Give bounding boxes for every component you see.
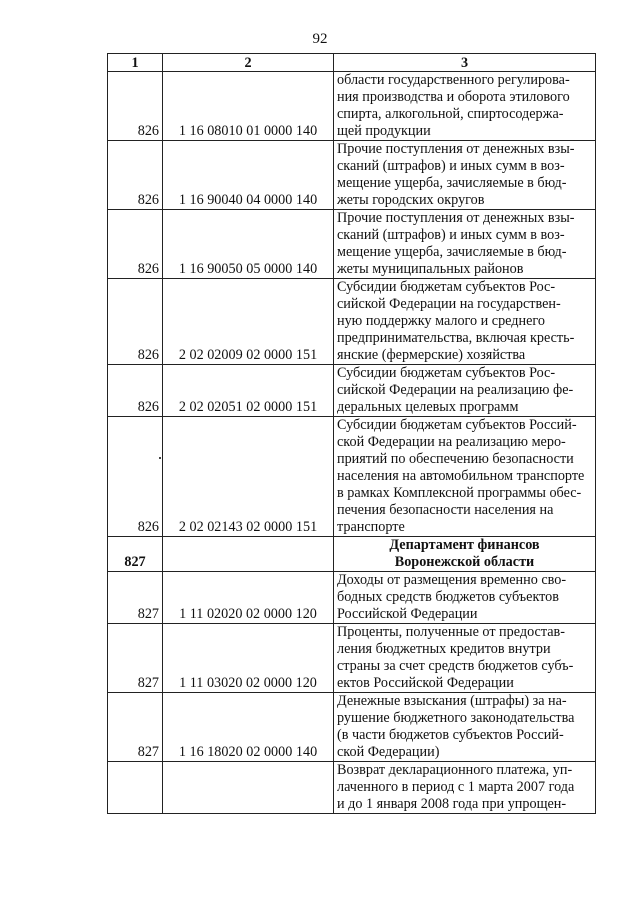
description-line: печения безопасности населения на [337, 502, 554, 518]
budget-code-cell: 1 16 08010 01 0000 140 [163, 72, 334, 141]
admin-code-cell: 827 [108, 693, 163, 762]
description-line: сийской Федерации на государствен- [337, 296, 561, 312]
description-line: сканий (штрафов) и иных сумм в воз- [337, 158, 565, 174]
page-number: 92 [312, 31, 328, 47]
description-line: ния производства и оборота этилового [337, 89, 570, 105]
description-line: деральных целевых программ [337, 399, 519, 415]
description-line: мещение ущерба, зачисляемые в бюд- [337, 244, 567, 260]
description-line: мещение ущерба, зачисляемые в бюд- [337, 175, 567, 191]
description-line: щей продукции [337, 123, 431, 139]
description-line: жеты муниципальных районов [337, 261, 524, 277]
column-header-2: 2 [163, 54, 334, 72]
description-line: лаченного в период с 1 марта 2007 года [337, 779, 575, 795]
column-header-1: 1 [108, 54, 163, 72]
budget-code-cell: 1 16 90040 04 0000 140 [163, 141, 334, 210]
description-cell [334, 210, 596, 279]
description-line: Воронежской области [394, 554, 535, 570]
description-line: ектов Российской Федерации [337, 675, 514, 691]
description-cell [334, 537, 596, 572]
description-cell [334, 279, 596, 365]
description-line: ской Федерации на реализацию меро- [337, 434, 566, 450]
description-cell [334, 693, 596, 762]
description-line: Субсидии бюджетам субъектов Россий- [337, 417, 577, 433]
description-cell [334, 141, 596, 210]
description-line: страны за счет средств бюджетов субъ- [337, 658, 574, 674]
description-line: в рамках Комплексной программы обес- [337, 485, 582, 501]
budget-code-cell: 1 11 03020 02 0000 120 [163, 624, 334, 693]
description-line: Российской Федерации [337, 606, 478, 622]
budget-code-cell: 1 16 90050 05 0000 140 [163, 210, 334, 279]
table-row [108, 279, 596, 365]
admin-code-cell: 826 [108, 141, 163, 210]
description-line: жеты городских округов [337, 192, 485, 208]
budget-code-cell: 2 02 02009 02 0000 151 [163, 279, 334, 365]
admin-code-cell: 826 [108, 72, 163, 141]
table-row [108, 762, 596, 814]
table-row [108, 693, 596, 762]
description-line: Денежные взыскания (штрафы) за на- [337, 693, 567, 709]
description-line: сканий (штрафов) и иных сумм в воз- [337, 227, 565, 243]
admin-code-cell: 826 [108, 417, 163, 537]
admin-code-cell [108, 762, 163, 814]
admin-code-cell: 827 [108, 572, 163, 624]
table-header-row [108, 54, 596, 72]
admin-code-cell: 827 [108, 624, 163, 693]
table-body [108, 72, 596, 814]
budget-code-cell: 2 02 02051 02 0000 151 [163, 365, 334, 417]
table-row [108, 365, 596, 417]
description-line: Департамент финансов [389, 537, 540, 553]
table-row [108, 141, 596, 210]
description-line: области государственного регулирова- [337, 72, 570, 88]
description-line: Доходы от размещения временно сво- [337, 572, 567, 588]
table-row [108, 572, 596, 624]
budget-code-cell [163, 537, 334, 572]
table-row [108, 624, 596, 693]
column-header-3: 3 [334, 54, 596, 72]
description-cell [334, 572, 596, 624]
description-line: приятий по обеспечению безопасности [337, 451, 574, 467]
description-line: (в части бюджетов субъектов Россий- [337, 727, 564, 743]
description-line: спирта, алкогольной, спиртосодержа- [337, 106, 564, 122]
description-line: Проценты, полученные от предостав- [337, 624, 565, 640]
description-line: Прочие поступления от денежных взы- [337, 210, 575, 226]
budget-classification-table [107, 53, 596, 814]
budget-code-cell: 1 16 18020 02 0000 140 [163, 693, 334, 762]
table-row [108, 417, 596, 537]
description-line: и до 1 января 2008 года при упрощен- [337, 796, 567, 812]
budget-code-cell [163, 762, 334, 814]
description-line: ную поддержку малого и среднего [337, 313, 545, 329]
description-line: Возврат декларационного платежа, уп- [337, 762, 573, 778]
description-line: сийской Федерации на реализацию фе- [337, 382, 574, 398]
description-line: янские (фермерские) хозяйства [337, 347, 526, 363]
department-row [108, 537, 596, 572]
description-line: Субсидии бюджетам субъектов Рос- [337, 365, 556, 381]
description-line: рушение бюджетного законодательства [337, 710, 575, 726]
admin-code-cell: 826 [108, 365, 163, 417]
description-cell [334, 72, 596, 141]
description-line: бодных средств бюджетов субъектов [337, 589, 559, 605]
table-row [108, 210, 596, 279]
description-line: ления бюджетных кредитов внутри [337, 641, 551, 657]
description-cell [334, 762, 596, 814]
admin-code-cell: 826 [108, 210, 163, 279]
description-cell [334, 624, 596, 693]
description-line: Субсидии бюджетам субъектов Рос- [337, 279, 556, 295]
admin-code-cell: 826 [108, 279, 163, 365]
budget-code-cell: 2 02 02143 02 0000 151 [163, 417, 334, 537]
description-cell [334, 417, 596, 537]
table-row [108, 72, 596, 141]
description-cell [334, 365, 596, 417]
description-line: ской Федерации) [337, 744, 440, 760]
description-line: предпринимательства, включая кресть- [337, 330, 575, 346]
budget-code-cell: 1 11 02020 02 0000 120 [163, 572, 334, 624]
description-line: Прочие поступления от денежных взы- [337, 141, 575, 157]
admin-code-cell: 827 [108, 537, 163, 572]
description-line: населения на автомобильном транспорте [337, 468, 585, 484]
description-line: транспорте [337, 519, 405, 535]
